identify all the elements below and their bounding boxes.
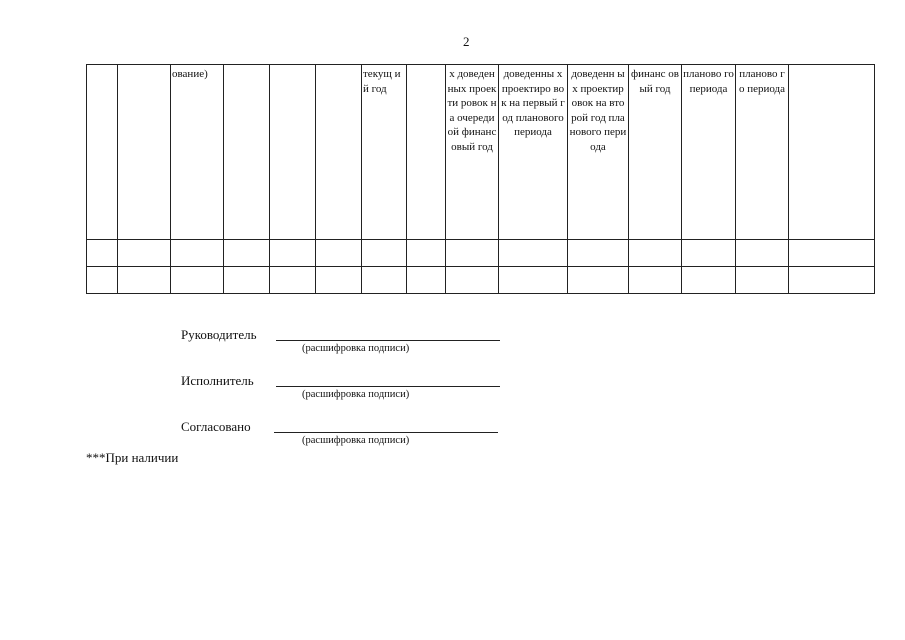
- table-cell[interactable]: [224, 240, 270, 267]
- table-cell[interactable]: [171, 267, 224, 294]
- signature-hint-approved: (расшифровка подписи): [302, 435, 410, 446]
- table-cell[interactable]: [362, 240, 407, 267]
- table-header-cell: [789, 65, 875, 240]
- table-cell[interactable]: [270, 267, 316, 294]
- signature-hint-executor: (расшифровка подписи): [302, 389, 410, 400]
- signature-line-executor[interactable]: [276, 386, 500, 387]
- signature-label-executor: Исполнитель: [181, 373, 254, 388]
- table-cell[interactable]: [789, 267, 875, 294]
- table-header-cell: [224, 65, 270, 240]
- table-header-cell: финанс овый год: [629, 65, 682, 240]
- table-header-cell: ование): [171, 65, 224, 240]
- table-header-cell: [407, 65, 446, 240]
- table-header-cell: доведенн ых проектир овок на второй год планового периода: [568, 65, 629, 240]
- table-cell[interactable]: [407, 267, 446, 294]
- data-table: [86, 64, 875, 294]
- table-header-cell: [87, 65, 118, 240]
- signature-label-head: Руководитель: [181, 327, 257, 342]
- footnote: ***При наличии: [86, 450, 179, 465]
- table-header-cell: доведенны х проектиро вок на первый год планового периода: [499, 65, 568, 240]
- signature-line-approved[interactable]: [274, 432, 498, 433]
- table-row: [87, 267, 875, 294]
- table-cell[interactable]: [682, 240, 736, 267]
- table-cell[interactable]: [736, 240, 789, 267]
- table-header-cell: х доведен ных проекти ровок на очереди ой финанс овый год: [446, 65, 499, 240]
- table-cell[interactable]: [629, 267, 682, 294]
- table-header-cell: текущ ий год: [362, 65, 407, 240]
- table-cell[interactable]: [224, 267, 270, 294]
- table-cell[interactable]: [87, 267, 118, 294]
- table-cell[interactable]: [171, 240, 224, 267]
- table-header-cell: планово го периода: [682, 65, 736, 240]
- table-cell[interactable]: [316, 240, 362, 267]
- table-cell[interactable]: [118, 240, 171, 267]
- page-number: 2: [463, 34, 470, 49]
- table-header-row: [87, 65, 875, 240]
- table-cell[interactable]: [568, 240, 629, 267]
- table-cell[interactable]: [407, 240, 446, 267]
- table-cell[interactable]: [270, 240, 316, 267]
- table-cell[interactable]: [499, 240, 568, 267]
- table-cell[interactable]: [446, 240, 499, 267]
- table-cell[interactable]: [362, 267, 407, 294]
- table-cell[interactable]: [736, 267, 789, 294]
- signature-hint-head: (расшифровка подписи): [302, 343, 410, 354]
- table-cell[interactable]: [789, 240, 875, 267]
- table-cell[interactable]: [682, 267, 736, 294]
- table-header-cell: [316, 65, 362, 240]
- table-cell[interactable]: [118, 267, 171, 294]
- table-cell[interactable]: [568, 267, 629, 294]
- table-cell[interactable]: [499, 267, 568, 294]
- table-cell[interactable]: [446, 267, 499, 294]
- table-cell[interactable]: [629, 240, 682, 267]
- table-header-cell: [118, 65, 171, 240]
- table-row: [87, 240, 875, 267]
- signature-line-head[interactable]: [276, 340, 500, 341]
- signature-label-approved: Согласовано: [181, 419, 251, 434]
- table-cell[interactable]: [87, 240, 118, 267]
- table-header-cell: планово го периода: [736, 65, 789, 240]
- table-cell[interactable]: [316, 267, 362, 294]
- table-header-cell: [270, 65, 316, 240]
